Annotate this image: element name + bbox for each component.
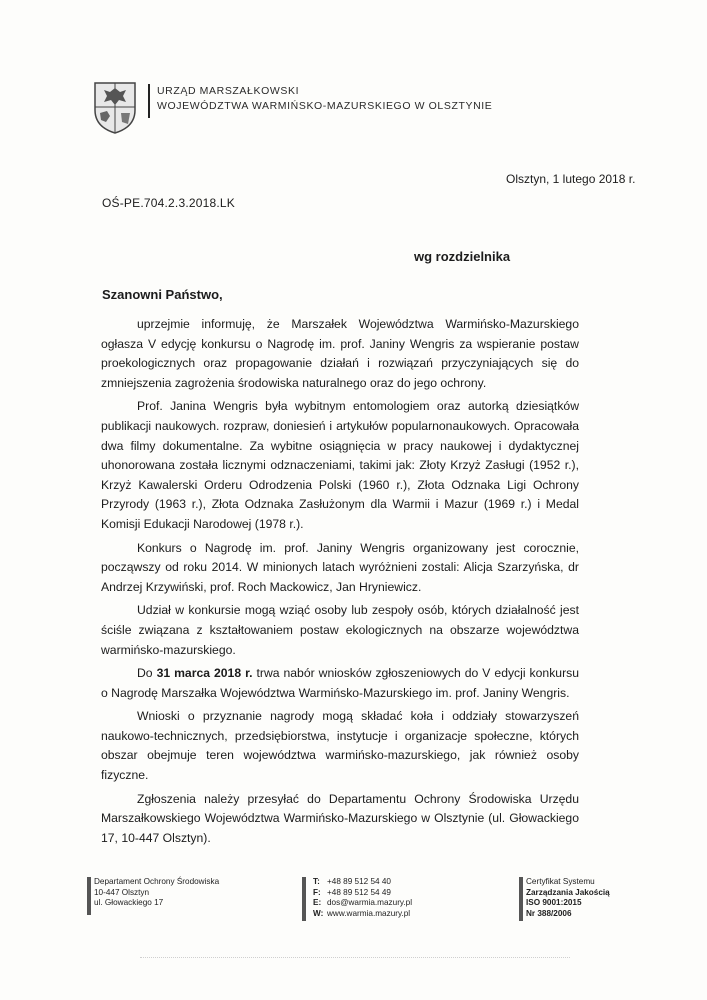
footer-dept-city: 10-447 Olsztyn <box>94 887 150 897</box>
recipient: wg rozdzielnika <box>414 249 511 264</box>
organization-name <box>157 84 492 114</box>
footer-dept-street: ul. Głowackiego 17 <box>94 898 164 908</box>
paragraph-3: Konkurs o Nagrodę im. prof. Janiny Wengris organizowany jest corocznie, począwszy od roku 2014. W minionych latach wyróżnieni zostali: Alicja Szarzyńska, dr Andrzej Krzywiński, prof. Roch Mackowicz, Jan Hryniewicz. <box>101 540 579 594</box>
letter-date: Olsztyn, 1 lutego 2018 r. <box>506 172 636 186</box>
footer-bar-certificate <box>519 877 523 921</box>
paragraph-2: Prof. Janina Wengris była wybitnym entomologiem oraz autorką dziesiątków publikacji naukowych. rozpraw, doniesień i artykułów popularnonaukowych. Opracowała dwa filmy dokumentalne. Za wybitne osiągnięcia w pracy naukowej i dydaktycznej uhonorowana została licznymi odznaczeniami, takimi jak: Złoty Krzyż Zasługi (1952 r.), Krzyż Kawalerski Orderu Odrodzenia Polski (1960 r.), Złota Odznaka Ligi Ochrony Przyrody (1963 r.), Złota Odznaka Zasłużonym dla Warmii i Mazur (1969 r.) i Medal Komisji Edukacji Narodowej (1978 r.). <box>101 399 579 531</box>
email-label: E: <box>313 898 322 908</box>
paragraph-7: Zgłoszenia należy przesyłać do Departamentu Ochrony Środowiska Urzędu Marszałkowskiego Województwa Warmińsko-Mazurskiego w Olsztynie (ul. Głowackiego 17, 10-447 Olsztyn). <box>101 791 579 845</box>
organization-name-line1: URZĄD MARSZAŁKOWSKI <box>157 85 300 97</box>
fax-value: +48 89 512 54 49 <box>327 887 391 897</box>
letter-body <box>101 315 579 852</box>
footer-department <box>94 877 219 909</box>
paragraph-4: Udział w konkursie mogą wziąć osoby lub zespoły osób, których działalność jest ściśle związana z kształtowaniem postaw ekologicznych na obszarze województwa warmińsko-mazurskiego. <box>101 603 579 657</box>
footer-dept-name: Departament Ochrony Środowiska <box>94 877 220 886</box>
fax-label: F: <box>313 887 321 897</box>
paragraph-5-prefix: Do <box>137 666 157 681</box>
greeting: Szanowni Państwo, <box>102 287 223 302</box>
cert-line-2: Zarządzania Jakością <box>526 887 610 897</box>
deadline-date: 31 marca 2018 r. <box>156 666 253 681</box>
footer-bar-department <box>87 877 91 915</box>
footer-contact-labels <box>313 877 325 919</box>
cert-line-4: Nr 388/2006 <box>526 908 572 918</box>
email-value: dos@warmia.mazury.pl <box>327 898 413 908</box>
cert-line-3: ISO 9001:2015 <box>526 898 582 908</box>
website-value: www.warmia.mazury.pl <box>327 908 411 918</box>
website-label: W: <box>313 908 324 918</box>
cert-line-1: Certyfikat Systemu <box>526 877 595 886</box>
coat-of-arms-icon <box>92 80 138 134</box>
organization-name-line2: WOJEWÓDZTWA WARMIŃSKO-MAZURSKIEGO W OLSZTYNIE <box>157 100 493 112</box>
paragraph-5 <box>101 664 579 703</box>
paragraph-5-rest: trwa nabór wniosków zgłoszeniowych do V edycji konkursu o Nagrodę Marszałka Województwa Warmińsko-Mazurskiego im. prof. Janiny Wengris. <box>101 666 579 700</box>
footer-certificate <box>526 877 610 919</box>
scan-artifact-line <box>140 957 570 959</box>
footer-contact-values <box>327 877 412 919</box>
footer-bar-contact <box>302 877 306 921</box>
phone-label: T: <box>313 877 320 886</box>
header-divider <box>148 84 150 118</box>
reference-number: OŚ-PE.704.2.3.2018.LK <box>102 196 235 210</box>
paragraph-6: Wnioski o przyznanie nagrody mogą składać koła i oddziały stowarzyszeń naukowo-technicznych, przedsiębiorstwa, instytucje i organizacje społeczne, których obszar obejmuje teren województwa warmińsko-mazurskiego, jak również osoby fizyczne. <box>101 709 579 783</box>
paragraph-1: uprzejmie informuję, że Marszałek Województwa Warmińsko-Mazurskiego ogłasza V edycję konkursu o Nagrodę im. prof. Janiny Wengris za wspieranie postaw proekologicznych oraz propagowanie działań i rozwiązań przyczyniających się do zmniejszenia zagrożenia środowiska naturalnego oraz do jego ochrony. <box>101 317 579 390</box>
phone-value: +48 89 512 54 40 <box>327 877 391 886</box>
